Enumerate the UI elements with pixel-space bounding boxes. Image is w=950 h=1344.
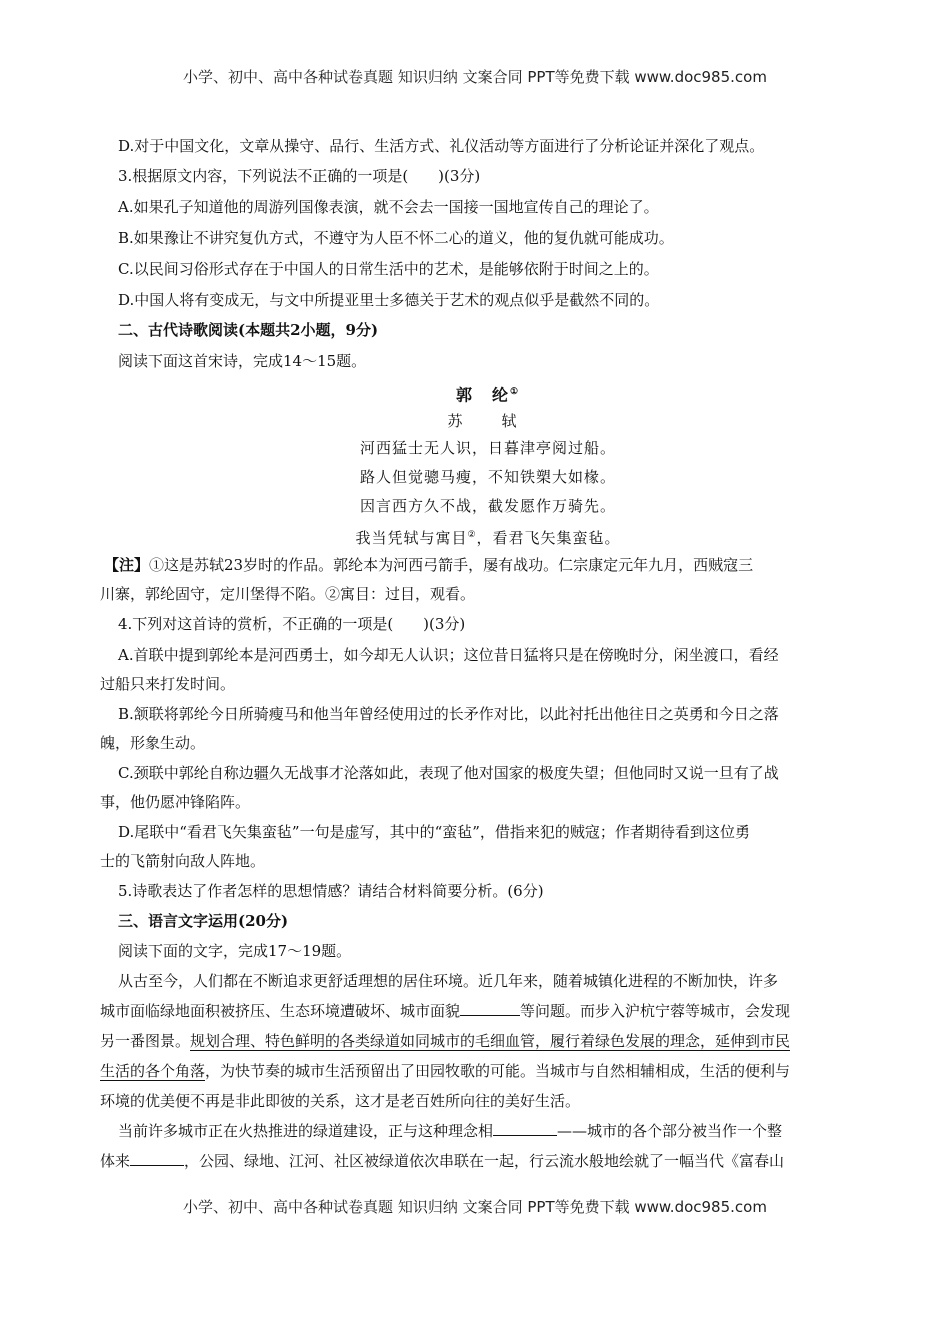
q3-option-d: D.中国人将有变成无，与文中所提亚里士多德关于艺术的观点似乎是截然不同的。: [118, 291, 660, 309]
passage-p2-line2: 体来 ，公园、绿地、江河、社区被绿道依次串联在一起，行云流水般地绘就了一幅当代《富春山: [100, 1152, 785, 1170]
q4-option-b-line1: B.颔联将郭纶今日所骑瘦马和他当年曾经使用过的长矛作对比，以此衬托出他往日之英勇和今日之落: [118, 705, 779, 723]
section2-title: 二、古代诗歌阅读(本题共2小题，9分): [118, 321, 379, 339]
poem-title-footnote: ①: [509, 387, 521, 397]
section3-intro: 阅读下面的文字，完成17～19题。: [118, 942, 352, 960]
q4-option-c-line1: C.颈联中郭纶自称边疆久无战事才沦落如此，表现了他对国家的极度失望；但他同时又说一旦有了战: [118, 764, 779, 782]
note-line-2: 川寨，郭纶固守，定川堡得不陷。②寓目：过目，观看。: [100, 585, 476, 603]
note-label: 【注】: [104, 556, 150, 574]
q4-option-a-line1: A.首联中提到郭纶本是河西勇士，如今却无人认识；这位昔日猛将只是在傍晚时分，闲坐渡口，看经: [118, 646, 779, 664]
q4-option-b-line2: 魄，形象生动。: [100, 734, 206, 752]
fill-blank-2[interactable]: [493, 1121, 557, 1136]
q4-option-a-line2: 过船只来打发时间。: [100, 675, 236, 693]
passage-p1-line3: 另一番图景。规划合理、特色鲜明的各类绿道如同城市的毛细血管，履行着绿色发展的理念，延伸到市民: [100, 1032, 791, 1050]
q4-option-d-line1: D.尾联中“看君飞矢集蛮毡”一句是虚写，其中的“蛮毡”，借指来犯的贼寇；作者期待看到这位勇: [118, 823, 750, 841]
underlined-sentence-part1: 规划合理、特色鲜明的各类绿道如同城市的毛细血管，履行着绿色发展的理念，延伸到市民: [190, 1032, 791, 1050]
q3-stem: 3.根据原文内容，下列说法不正确的一项是( )(3分): [118, 167, 481, 185]
poem-line-4: 我当凭轼与寓目②，看君飞矢集蛮毡。: [355, 529, 621, 547]
q4-option-d-line2: 士的飞箭射向敌人阵地。: [100, 852, 266, 870]
page-header-banner: 小学、初中、高中各种试卷真题 知识归纳 文案合同 PPT等免费下载 www.doc985.com: [183, 68, 767, 86]
page-footer-banner: 小学、初中、高中各种试卷真题 知识归纳 文案合同 PPT等免费下载 www.doc985.com: [183, 1198, 767, 1216]
poem-line-2: 路人但觉骢马瘦，不知铁槊大如椽。: [359, 468, 616, 486]
underlined-sentence-part2: 生活的各个角落: [100, 1062, 206, 1080]
q4-stem: 4.下列对这首诗的赏析，不正确的一项是( )(3分): [118, 615, 466, 633]
poem-line-1: 河西猛士无人识，日暮津亭阅过船。: [359, 439, 616, 457]
note-line-1: 【注】①这是苏轼23岁时的作品。郭纶本为河西弓箭手，屡有战功。仁宗康定元年九月，西贼寇三: [104, 556, 754, 574]
poem-author: 苏 轼: [447, 412, 529, 430]
section3-title: 三、语言文字运用(20分): [118, 912, 289, 930]
q3-option-b: B.如果豫让不讲究复仇方式，不遵守为人臣不怀二心的道义，他的复仇就可能成功。: [118, 229, 674, 247]
fill-blank-1[interactable]: [460, 1001, 520, 1016]
passage-p2-line1: 当前许多城市正在火热推进的绿道建设，正与这种理念相 ——城市的各个部分被当作一个整: [118, 1122, 783, 1140]
poem-line-4-footnote: ②: [467, 530, 477, 540]
poem-line-3: 因言西方久不战，截发愿作万骑先。: [359, 497, 616, 515]
passage-p1-line1: 从古至今，人们都在不断追求更舒适理想的居住环境。近几年来，随着城镇化进程的不断加快，许多: [118, 972, 779, 990]
q5-stem: 5.诗歌表达了作者怎样的思想情感？请结合材料简要分析。(6分): [118, 882, 544, 900]
passage-p1-line5: 环境的优美便不再是非此即彼的关系，这才是老百姓所向往的美好生活。: [100, 1092, 581, 1110]
poem-title: 郭 纶①: [455, 385, 521, 405]
passage-p1-line2: 城市面临绿地面积被挤压、生态环境遭破坏、城市面貌 等问题。而步入沪杭宁蓉等城市，会发现: [100, 1002, 791, 1020]
q3-option-c: C.以民间习俗形式存在于中国人的日常生活中的艺术，是能够依附于时间之上的。: [118, 260, 659, 278]
passage-p1-line4: 生活的各个角落，为快节奏的城市生活预留出了田园牧歌的可能。当城市与自然相辅相成，生活的便利与: [100, 1062, 791, 1080]
q2-option-d: D.对于中国文化，文章从操守、品行、生活方式、礼仪活动等方面进行了分析论证并深化了观点。: [118, 137, 765, 155]
fill-blank-3[interactable]: [130, 1151, 184, 1166]
q4-option-c-line2: 事，他仍愿冲锋陷阵。: [100, 793, 251, 811]
section2-intro: 阅读下面这首宋诗，完成14～15题。: [118, 352, 367, 370]
q3-option-a: A.如果孔子知道他的周游列国像表演，就不会去一国接一国地宣传自己的理论了。: [118, 198, 659, 216]
